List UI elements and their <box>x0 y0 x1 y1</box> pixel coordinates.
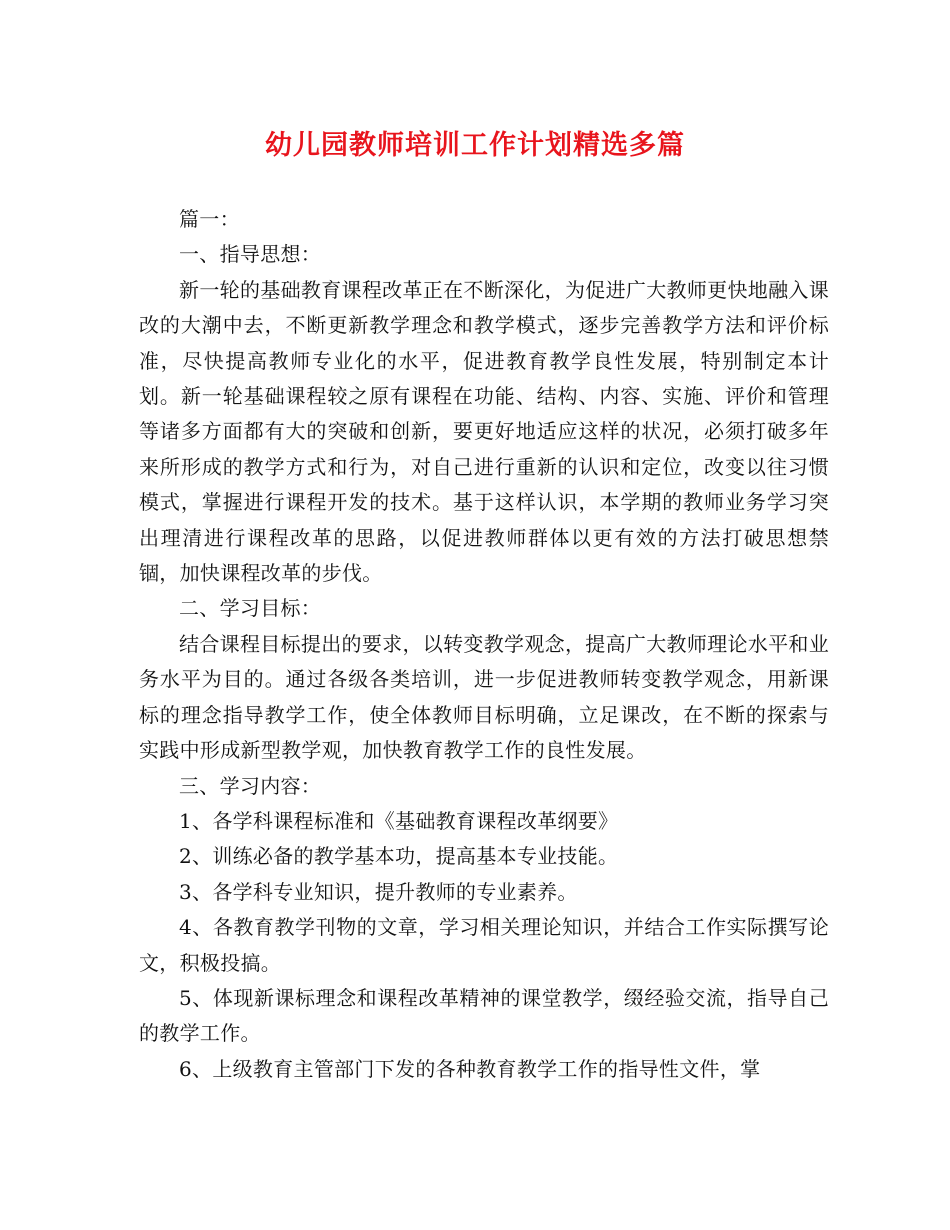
section-label: 篇一： <box>179 207 240 231</box>
list-item-6: 6、上级教育主管部门下发的各种教育教学工作的指导性文件，掌 <box>179 1056 761 1081</box>
document-body <box>139 202 829 1087</box>
document-title: 幼儿园教师培训工作计划精选多篇 <box>265 130 685 161</box>
heading-learning-goals: 二、学习目标： <box>179 596 322 621</box>
paragraph-guiding-ideology: 新一轮的基础教育课程改革正在不断深化，为促进广大教师更快地融入课改的大潮中去，不断更新教学理念和教学模式，逐步完善教学方法和评价标准，尽快提高教师专业化的水平，促进教育教学良性发展，特别制定本计划。新一轮基础课程较之原有课程在功能、结构、内容、实施、评价和管理等诸多方面都有大的突破和创新，要更好地适应这样的状况，必须打破多年来所形成的教学方式和行为，对自己进行重新的认识和定位，改变以往习惯模式，掌握进行课程开发的技术。基于这样认识，本学期的教师业务学习突出理清进行课程改革的思路，以促进教师群体以更有效的方法打破思想禁锢，加快课程改革的步伐。 <box>139 277 829 586</box>
list-item-3: 3、各学科专业知识，提升教师的专业素养。 <box>179 879 578 904</box>
heading-learning-content: 三、学习内容： <box>179 773 322 798</box>
list-item-1: 1、各学科课程标准和《基础教育课程改革纲要》 <box>179 808 619 833</box>
list-item-5: 5、体现新课标理念和课程改革精神的课堂教学，缀经验交流，指导自己的教学工作。 <box>139 985 829 1046</box>
list-item-4: 4、各教育教学刊物的文章，学习相关理论知识，并结合工作实际撰写论文，积极投搞。 <box>139 915 829 975</box>
heading-guiding-ideology: 一、指导思想： <box>179 242 322 267</box>
list-item-2: 2、训练必备的教学基本功，提高基本专业技能。 <box>179 844 619 869</box>
paragraph-learning-goals: 结合课程目标提出的要求，以转变教学观念，提高广大教师理论水平和业务水平为目的。通过各级各类培训，进一步促进教师转变教学观念，用新课标的理念指导教学工作，使全体教师目标明确，立足课改，在不断的探索与实践中形成新型教学观，加快教育教学工作的良性发展。 <box>139 631 829 763</box>
